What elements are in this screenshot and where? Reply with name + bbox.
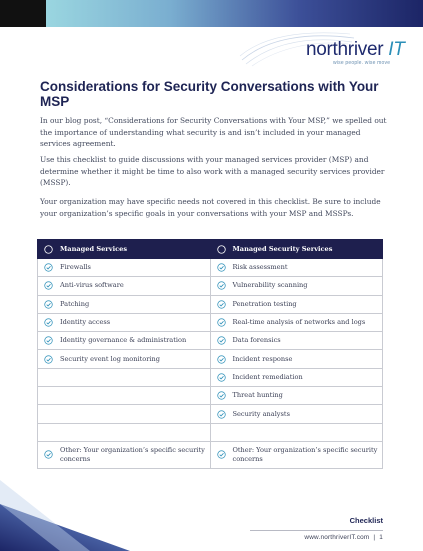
logo-text: northriver: [306, 39, 384, 60]
table-row: [38, 405, 383, 423]
empty-cell: [38, 405, 211, 423]
circle-check-icon: [44, 281, 53, 290]
brand-logo: [306, 40, 405, 60]
table-row: [38, 350, 383, 368]
footer-divider: [250, 530, 383, 531]
empty-cell: [38, 423, 211, 441]
circle-check-icon: [217, 281, 226, 290]
empty-cell: [38, 368, 211, 386]
footer-separator: |: [373, 534, 376, 541]
circle-outline-icon: [217, 245, 226, 254]
checklist-item[interactable]: Penetration testing: [210, 295, 383, 313]
circle-check-icon: [44, 450, 53, 459]
page-number: 1: [379, 534, 383, 541]
table-row: [38, 441, 383, 468]
security-checklist-table: [37, 239, 383, 469]
table-row: [38, 368, 383, 386]
checklist-item[interactable]: Incident response: [210, 350, 383, 368]
table-row: [38, 387, 383, 405]
circle-check-icon: [217, 391, 226, 400]
circle-check-icon: [44, 318, 53, 327]
footer-url[interactable]: www.northriverIT.com: [304, 534, 370, 541]
checklist-item[interactable]: Incident remediation: [210, 368, 383, 386]
table-row: [38, 332, 383, 350]
top-gradient-bar: [0, 0, 423, 27]
circle-check-icon: [217, 410, 226, 419]
circle-check-icon: [217, 336, 226, 345]
corner-gradient-graphic: [0, 480, 130, 551]
table-header-row: [38, 240, 383, 259]
checklist-item-other[interactable]: Other: Your organization’s specific security concerns: [38, 441, 211, 468]
checklist-item[interactable]: Firewalls: [38, 259, 211, 277]
checklist-item[interactable]: Threat hunting: [210, 387, 383, 405]
document-type-label: Checklist: [349, 516, 383, 525]
circle-check-icon: [217, 373, 226, 382]
circle-check-icon: [217, 450, 226, 459]
brand-tagline: wise people. wise move: [333, 60, 391, 66]
column-header-managed-security-services: Managed Security Services: [210, 240, 383, 259]
instructions-paragraph: Use this checklist to guide discussions with your managed services provider (MSP) and determine whether it might be time to also work with a managed security services provider (MSSP).: [40, 155, 385, 187]
checklist-item[interactable]: Security analysts: [210, 405, 383, 423]
table-row: [38, 423, 383, 441]
checklist-item[interactable]: Anti-virus software: [38, 277, 211, 295]
page-footer: [304, 534, 383, 541]
checklist-item-other[interactable]: Other: Your organization’s specific security concerns: [210, 441, 383, 468]
checklist-item[interactable]: Security event log monitoring: [38, 350, 211, 368]
checklist-item[interactable]: Identity governance & administration: [38, 332, 211, 350]
column-header-managed-services: Managed Services: [38, 240, 211, 259]
intro-paragraph: In our blog post, “Considerations for Security Conversations with Your MSP,” we spelled out the importance of understanding what security is and isn’t included in your managed services agreement.: [40, 116, 387, 148]
note-paragraph: Your organization may have specific needs not covered in this checklist. Be sure to include your organization’s specific goals in your conversations with your MSP and MSSPs.: [40, 197, 381, 218]
circle-check-icon: [217, 263, 226, 272]
table-row: [38, 295, 383, 313]
logo-suffix: IT: [388, 39, 405, 60]
circle-check-icon: [217, 300, 226, 309]
table-row: [38, 259, 383, 277]
checklist-item[interactable]: Vulnerability scanning: [210, 277, 383, 295]
circle-check-icon: [44, 336, 53, 345]
empty-cell: [38, 387, 211, 405]
checklist-item[interactable]: Risk assessment: [210, 259, 383, 277]
empty-cell: [210, 423, 383, 441]
table-row: [38, 313, 383, 331]
checklist-item[interactable]: Patching: [38, 295, 211, 313]
circle-check-icon: [44, 300, 53, 309]
checklist-item[interactable]: Data forensics: [210, 332, 383, 350]
circle-check-icon: [217, 318, 226, 327]
checklist-item[interactable]: Identity access: [38, 313, 211, 331]
circle-check-icon: [44, 263, 53, 272]
circle-check-icon: [44, 355, 53, 364]
circle-outline-icon: [44, 245, 53, 254]
table-row: [38, 277, 383, 295]
checklist-item[interactable]: Real-time analysis of networks and logs: [210, 313, 383, 331]
circle-check-icon: [217, 355, 226, 364]
page-title: Considerations for Security Conversations with Your MSP: [40, 79, 379, 109]
